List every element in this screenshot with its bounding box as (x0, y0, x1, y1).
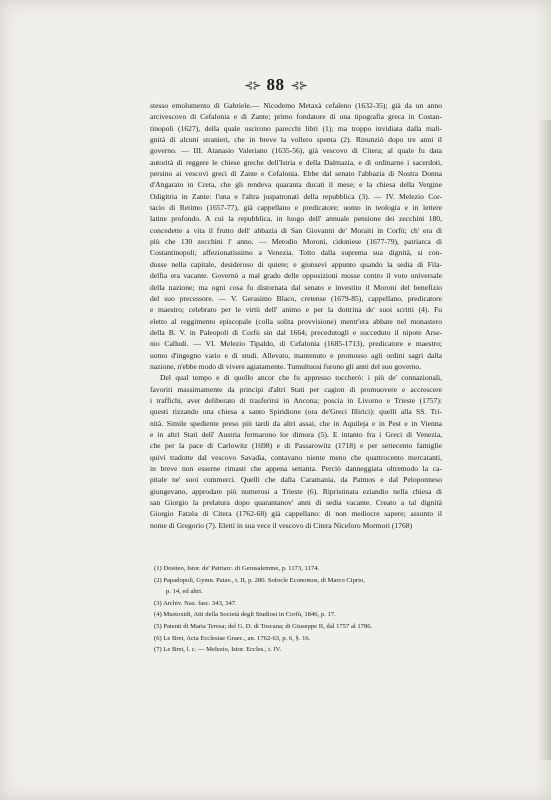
text-line: san Giorgio la prelatura dopo quarantanov' anni di sedia vacante. Creato a tal dignità (150, 498, 442, 508)
text-line: giungevano, approdare più numerosi a Trieste (6). Ripristinata eziandio nella chiesa di (150, 486, 442, 496)
text-line: persino ai vescovi greci di Zante e Cefalonia. Ebbe dal senato l'abbazia di Nostra Donna (150, 169, 442, 179)
text-line: nio Calludi. — VI. Melezio Tipaldo, di Cefalonia (1685-1713), predicatore e maestro; (150, 339, 442, 349)
footnote: p. 14, ed altri. (166, 588, 203, 596)
header-ornament-right: ⊰⊱ (290, 79, 307, 92)
footnote: (7) Le Bret, l. c. — Melezio, Istor. Eccles., t. IV. (154, 646, 282, 654)
text-line: favoriti massimamente da principi d'altri Stati per cagion di promuovere e accrescere (150, 384, 442, 394)
text-line: eletto al reggimento episcopale (colla solita provvisione) mentr'era abbate nel monastero (150, 316, 442, 326)
text-line: concedette a vita il frutto dell' abbazia di San Giovanni de' Moraiti in Corfù; ch' era di (150, 225, 442, 235)
text-line: d'Angarato in Creta, che gli rendeva quaranta ducati il mese; e la chiesa della Vergine (150, 180, 442, 190)
text-line: più che 130 zecchini l' anno. — Metodio Moroni, cidoniese (1677-79), patriarca di (150, 237, 442, 247)
header-ornament-left: ⊰⊱ (244, 79, 261, 92)
text-line: questi rizzando una chiesa a santo Spiridione (ora de'Greci Illirici): quelli alla SS. Tri- (150, 407, 442, 417)
text-line: tinopoli (1627), della quale uscirono parecchi libri (1); ma troppo invidiata dalla mali- (150, 123, 442, 133)
page-header (0, 74, 551, 96)
text-line: latine profondo. A cui la repubblica, in luogo dell' annuale pensione dei zecchini 180, (150, 214, 442, 224)
text-line: Odigitria in Zante: l'una e l'altra juspatronati della repubblica (3). — IV. Melezio Cor- (150, 191, 442, 201)
text-line: stesso emolumento di Gabriele.— Nicodemo Metaxà cefaleno (1632-35); già da un anno (150, 101, 442, 110)
text-line: Del qual tempo e di quello ancor che fu appresso toccherò: i più de' connazionali, (160, 373, 442, 383)
footnotes (154, 563, 442, 656)
footnote: (6) Le Bret, Acta Ecclesiae Graec., an. 1762-63, p. 6, §. 16. (154, 634, 311, 642)
text-line: nome di Gregorio (7). Eletti in sua vece il vescovo di Citera Niceforo Mormori (1768) (150, 520, 413, 530)
text-line: Giorgio Fatzèa di Citera (1762-68) già cappellano: di non mediocre sapere; assunto il (150, 509, 442, 519)
text-line: quivi tradotte dal vescovo Savadia, contavano niente meno che quattrocento mercatanti, (150, 452, 442, 462)
text-line: della nazione; ma ogni cosa fu distornata dal senato e investito il Moroni del benefizio (150, 282, 442, 292)
text-line: e in altri Stati dell' Austria fermarono lor dimora (5). E intanto fra i Greci di Venezia, (150, 429, 442, 439)
text-line: gnità di alcuni stranieri, che in breve la vollero spenta (2). Rinunziò dopo tre anni il (150, 135, 442, 145)
text-line: tacio di Retimo (1657-77), già cappellano e predicatore; uomo in teologia e in lettere (150, 203, 442, 213)
page-number: 88 (266, 75, 285, 94)
text-line: del suo precessore. — V. Gerasimo Blaco, cretense (1679-85), cappellano, predicatore (150, 293, 442, 303)
text-line: che per la pace di Carlowitz (1698) e di Passarowitz (1718) e per settecento famiglie (150, 441, 442, 451)
footnote: (1) Dositeo, Istor. de' Patriarc. di Gerusalemme, p. 1173, 1174. (154, 565, 320, 572)
footnote: (3) Archiv. Naz. fasc. 343, 347. (154, 599, 237, 607)
footnote: (5) Patenti di Maria Teresa; del G. D. di Toscana; di Giuseppe II, dal 1757 al 1786. (154, 622, 373, 630)
text-line: pitale ne' suoi commerci. Quelli che dalla Caramania, da Patmos e dal Peloponneso (150, 475, 442, 485)
text-line: in breve non esserne rimasti che appena settanta. Perciò danneggiata oltremodo la ca- (150, 464, 442, 473)
page-edge-shadow (537, 120, 551, 760)
footnote: (4) Mustoxidi, Atti della Società degli Studiosi in Corfù, 1846, p. 17. (154, 611, 336, 619)
text-line: delfia era vacante. Governò a mal grado delle opposizioni mosse contro il voto universale (150, 271, 442, 281)
text-line: arcivescovo di Cefalonia e di Zante; primo fondatore di una tipografia greca in Costan- (150, 112, 442, 122)
text-line: nità. Simile spediente preso più tardi da altri assai, che in Aquileja e in Pest e in Vienna (150, 418, 442, 428)
text-line: nazione, n'ebbe modo di vivere agiatamente. Tumultuosi furono gli anni del suo governo. (150, 361, 422, 371)
text-line: e maestro; celebrato per le virtù dell' animo e per la dottrina de' suoi scritti (4). Fu (150, 305, 442, 315)
text-line: della B. V. in Paleopoli di Corfù sin dal 1664; precedutogli e succeduto il nipote Arse- (150, 327, 442, 337)
text-line: i traffichi, aver deliberato di trasferirsi in Ancona; poscia in Livorno e Trieste (1757): (150, 395, 442, 405)
text-line: autorità di reggere le chiese greche dell'Istria e della Dalmazia, e di ordinarne i sacerdoti, (150, 157, 442, 167)
text-line: uomo d'ingegno vario e di studi. Allevato, mantenuto e promosso agli ordini sagri dalla (150, 350, 442, 360)
text-line: dusse nella capitale, desideroso di quiete; e giunsevi appunto quando la sedia di Fila- (150, 259, 442, 269)
footnote: (2) Papadopoli, Gymn. Patav., t. II, p. 280. Sofocle Economos, di Marco Ciprio, (154, 576, 365, 584)
text-line: Costantinopoli; affezionatissimo a Venezia. Tolto dalla suprema sua dignità, si con- (150, 248, 442, 258)
text-line: governo. — III. Atanasio Valeriano (1635-56), già vescovo di Citera; al quale fu data (150, 146, 442, 156)
body-text (150, 100, 442, 531)
